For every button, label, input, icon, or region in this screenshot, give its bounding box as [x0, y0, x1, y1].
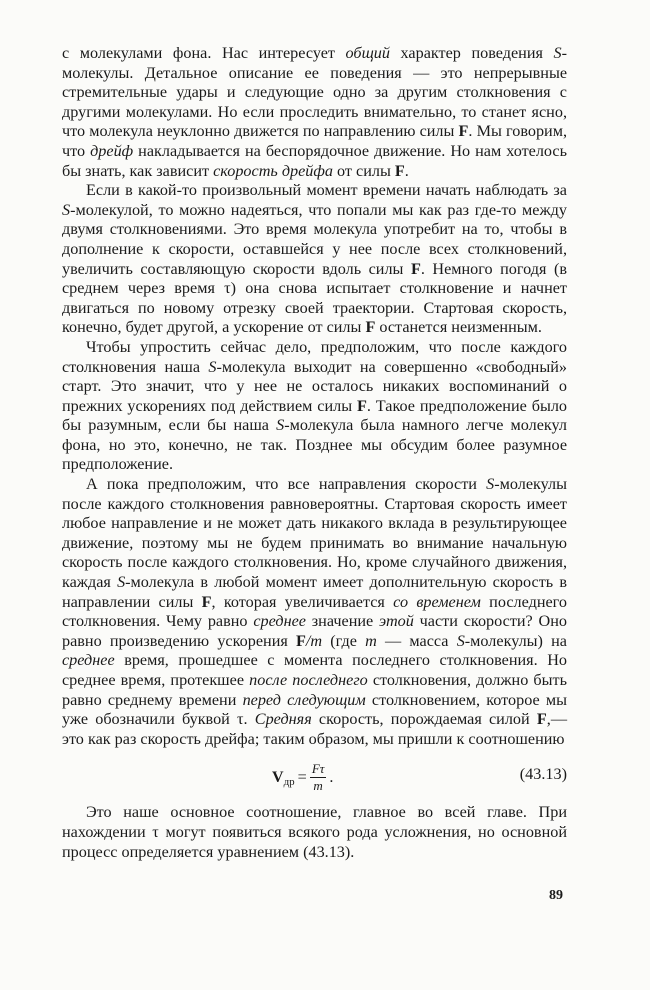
- bold-run: F: [458, 122, 469, 141]
- text-run: -молекулы) на: [464, 631, 567, 650]
- italic-run: со временем: [393, 592, 481, 611]
- italic-run: S: [553, 44, 562, 62]
- paragraph-5: [62, 803, 567, 862]
- text-run: . Мы говорим, что: [62, 122, 567, 160]
- italic-run: перед следующим: [242, 690, 366, 709]
- text-run: — масса: [376, 631, 457, 650]
- text-run: значение: [305, 612, 380, 631]
- italic-run: скорость дрейфа: [213, 161, 333, 180]
- equation-drift-velocity: [62, 757, 567, 801]
- equation-lhs: V: [272, 769, 284, 787]
- text-run: ,— это как раз скорость дрейфа; таким образом, мы пришли к соотношению: [62, 710, 567, 748]
- text-run: столкновением, которое мы уже обозначили буквой τ.: [62, 690, 567, 729]
- paragraph-4: [62, 475, 567, 749]
- bold-run: F: [365, 318, 376, 337]
- text-run: -молекула выходит на совершенно «свободный» старт. Это значит, что у нее не осталось никаких воспоминаний о прежних ускорениях под действием силы: [62, 357, 567, 415]
- italic-run: дрейф: [90, 141, 134, 160]
- text-run: -молекулой, то можно надеяться, что попали мы как раз где-то между двумя столкновениями. Это время молекула употребит на то, чтобы в дополнение к скорости, оставшейся у нее после всех столкновений, увеличить составляющую скорости вдоль силы: [62, 200, 567, 278]
- equation-equals-sign: =: [297, 768, 307, 787]
- text-run: -молекула была намного легче молекул фона, но это, конечно, не так. Позднее мы обсудим более разумное предположение.: [62, 416, 567, 474]
- italic-run: /m: [305, 631, 323, 650]
- text-run: -молекула в любой момент имеет дополнительную скорость в направлении силы: [62, 573, 568, 611]
- italic-run: этой: [379, 612, 414, 631]
- paragraph-3: [62, 338, 567, 475]
- equation-fraction: [310, 761, 327, 794]
- equation-period: .: [329, 768, 334, 787]
- text-run: время, прошедшее с момента последнего столкновения. Но среднее время, протекшее: [62, 651, 567, 689]
- italic-run: среднее: [62, 651, 115, 670]
- text-run: , которая увеличивается: [211, 592, 394, 611]
- text-run: -молекулы после каждого столкновения равновероятны. Стартовая скорость имеет любое направление и не может дать никакого вклада в результирующее движение, поэтому мы не будем принимать во внимание начальную скорость после каждого столкновения. Но, кроме случайного движения, каждая: [62, 475, 567, 592]
- italic-run: после последнего: [249, 671, 368, 689]
- italic-run: m: [365, 631, 377, 650]
- equation-number: (43.13): [519, 765, 567, 784]
- text-run: А пока предположим, что все направления скорости: [86, 475, 487, 494]
- italic-run: S: [208, 357, 217, 376]
- bold-run: F: [394, 161, 405, 180]
- paragraph-1: [62, 44, 567, 181]
- italic-run: S: [456, 631, 465, 650]
- text-run: (где: [322, 631, 366, 650]
- page-number: 89: [549, 888, 563, 903]
- text-run: -молекулы. Детальное описание ее поведения — это непрерывные стремительные удары и следующие одно за другим столкновения с другими молекулами. Но если проследить внимательно, то станет ясно, что молекула неуклонно движется по направлению силы: [62, 44, 568, 141]
- italic-run: S: [117, 573, 126, 592]
- italic-run: общий: [345, 44, 390, 62]
- bold-run: F: [536, 710, 547, 729]
- text-run: Чтобы упростить сейчас дело, предположим, что после каждого столкновения наша: [62, 337, 567, 376]
- bold-run: F: [410, 259, 421, 278]
- text-run: .: [404, 161, 409, 180]
- fraction-numerator: Fτ: [311, 761, 325, 777]
- text-run: последнего столкновения. Чему равно: [62, 592, 567, 631]
- text-run: скорость, порождаемая силой: [311, 710, 537, 729]
- text-run: характер поведения: [389, 44, 554, 62]
- text-run: . Немного погодя (в среднем через время τ) она снова испытает столкновение и начнет двигаться по новому отрезку своей траектории. Стартовая скорость, конечно, будет другой, а ускорение от силы: [62, 259, 567, 337]
- text-run: накладывается на беспорядочное движение. Но нам хотелось бы знать, как зависит: [62, 141, 567, 180]
- text-run: Это наше основное соотношение, главное во всей главе. При нахождении τ могут появиться всякого рода усложнения, но основной процесс определяется уравнением (43.13).: [62, 803, 567, 861]
- italic-run: S: [276, 416, 285, 435]
- page-body: [62, 44, 567, 862]
- equation-lhs-subscript: др: [283, 776, 295, 789]
- text-run: Если в какой-то произвольный момент времени начать наблюдать за: [86, 181, 567, 200]
- italic-run: среднее: [253, 612, 306, 631]
- text-run: . Такое предположение было бы разумным, если бы наша: [62, 396, 567, 435]
- bold-run: F: [356, 396, 367, 415]
- paragraph-2: [62, 181, 567, 338]
- bold-run: F: [296, 631, 306, 650]
- text-run: останется неизменным.: [375, 318, 542, 337]
- text-run: с молекулами фона. Нас интересует: [62, 44, 346, 62]
- text-run: части скорости? Оно равно произведению ускорения: [62, 612, 567, 650]
- italic-run: S: [62, 200, 71, 219]
- text-run: столкновения, должно быть равно среднему времени: [62, 671, 567, 709]
- italic-run: S: [486, 475, 495, 494]
- italic-run: Средняя: [254, 710, 312, 729]
- text-run: от силы: [332, 161, 395, 180]
- fraction-denominator: m: [313, 778, 323, 794]
- equation-body: [272, 761, 333, 794]
- bold-run: F: [201, 592, 212, 611]
